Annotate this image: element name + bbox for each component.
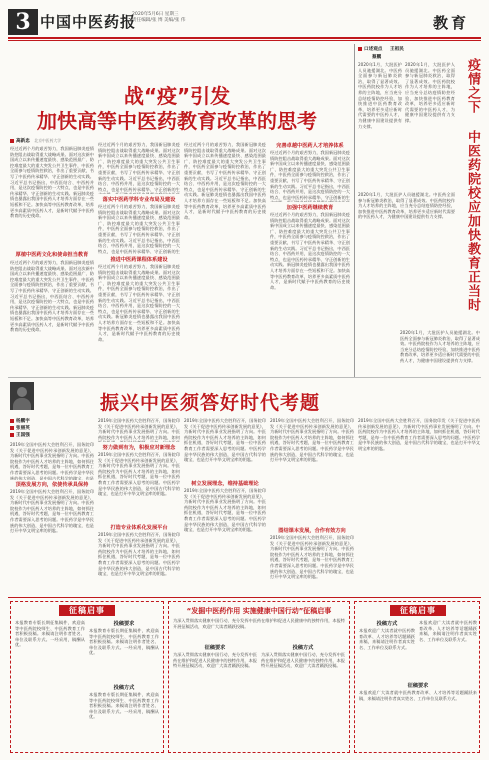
article1-subhead-6: 加强中医药继续教育 xyxy=(286,205,334,211)
notice-center-title: “发掘中医药作用 实施健康中国行动”征稿启事 xyxy=(186,607,332,615)
article1-col2-text: 经过近两个月的艰苦努力，我国新冠肺炎疫情防控阻击战取得重大战略成果。面对这次新中国成立以来传播速度最快、感染范围最广、防控难度最大的重大突发公共卫生事件，中医药全面参与疫情防控救治，作出了重要贡献，书写了中医药传承精华、守正创新的生动实践。习近平总书记指出，中西医结合、中西药并用，是这次疫情防控的一大特点，也是中医药传承精华、守正创新的生 xyxy=(98,142,180,192)
article1-subhead-4: 完善卓越中医药人才培养体系 xyxy=(276,143,344,149)
notice-center-col-title-2: 投稿方式 xyxy=(292,645,314,651)
notice-left-col2-text: 本报教育专版长期征集稿件，欢迎高等中医药院校师生、中医药教育工作者积极投稿。来稿请注明作者姓名、单位及联系方式。一经采用，稿酬从优。 xyxy=(89,628,159,656)
masthead-rule-thin xyxy=(8,40,481,41)
sidebar-label-text: 口述观点 xyxy=(364,47,383,52)
sidebar-col3-text: 2020年1月，大批医护人员驰援湖北。中医药全面参与新冠肺炎救治，取得了显著成效。中医药院校作为人才培养的主阵地，应当充分总结疫情防控经验，加快推进中医药教育改革，培养更多适应新时代需要的中医药人才，为健康中国建设提供有力支撑。 xyxy=(358,192,455,220)
author-photo xyxy=(10,382,34,410)
article1-subhead-3: 推进中医药课程体系建设 xyxy=(110,257,168,263)
article2-subhead-2: 努力做到有为，积极应对新理念 xyxy=(102,445,176,451)
page-number: 3 xyxy=(8,9,38,35)
section-title: 教育 xyxy=(432,14,469,32)
notice-left-title: 征稿启事 xyxy=(59,605,115,616)
article2-col3b-text: 2019年全国中医药大会胜利召开，国务院印发《关于促进中医药传承创新发展的意见》，为新时代中医药事业发展指明了方向。中医药院校作为中医药人才培养的主阵地，如何抓住机遇，答好时代考题，是每一位中医药教育工作者需要深入思考的问题。中医药学是中华民族的伟大创造，是中国古代科学的瑰宝，也是打开中华文明宝库的钥匙。 xyxy=(184,488,266,533)
article2-subhead-3: 打造专业体系化发展平台 xyxy=(110,525,168,531)
article1-headline xyxy=(12,84,342,134)
article1-subhead-1: 厚植中医药文化和使命担当教育 xyxy=(15,252,89,258)
article2-subhead-4: 树立发展理念，维持基础理论 xyxy=(191,481,259,487)
article2-col2-text: 2019年全国中医药大会胜利召开，国务院印发《关于促进中医药传承创新发展的意见》，为新时代中医药事业发展指明了方向。中医药院校作为中医药人才培养的主阵地，如何 xyxy=(98,418,180,440)
sidebar-col2-text: 2020年1月，大批医护人员驰援湖北。中医药全面参与新冠肺炎救治，取得了显著成效。中医药院校作为人才培养的主阵地，应当充分总结疫情防控经验，加快推进中医药教育改革，培养更多适应新时代需要的中医药人才，为健康中国建设提供有力支撑。 xyxy=(405,62,455,123)
author-marker-icon xyxy=(10,426,14,430)
newspaper-name: 中国中医药报 xyxy=(40,13,137,31)
notice-right-col-title-2: 征稿要求 xyxy=(407,683,429,689)
notice-center-col1-text: 为深入贯彻落实健康中国行动，充分发挥中医药在维护和促进人民健康中的独特作用，本报特开展征稿活动，欢迎广大读者踊跃投稿。 xyxy=(173,652,257,669)
notice-left-col-title-2: 投稿方式 xyxy=(113,685,135,691)
article2-col2b-text: 2019年全国中医药大会胜利召开，国务院印发《关于促进中医药传承创新发展的意见》，为新时代中医药事业发展指明了方向。中医药院校作为中医药人才培养的主阵地，如何抓住机遇，答好时代考题，是每一位中医药教育工作者需要深入思考的问题。中医药学是中华民族的伟大创造，是中国古代科学的瑰宝，也是打开中华文明宝库的钥匙。 xyxy=(98,452,180,497)
article2-col1b-text: 2019年全国中医药大会胜利召开，国务院印发《关于促进中医药传承创新发展的意见》，为新时代中医药事业发展指明了方向。中医药院校作为中医药人才培养的主阵地，如何抓住机遇，答好时代考题，是每一位中医药教育工作者需要深入思考的问题。中医药学是中华民族的伟大创造，是中国古代科学的瑰宝，也是打开中华文明宝库的钥匙。 xyxy=(10,489,94,534)
author-marker-icon xyxy=(10,433,14,437)
article2-col4b-text: 2019年全国中医药大会胜利召开，国务院印发《关于促进中医药传承创新发展的意见》，为新时代中医药事业发展指明了方向。中医药院校作为中医药人才培养的主阵地，如何抓住机遇，答好时代考题，是每一位中医药教育工作者需要深入思考的问题。中医药学是中华民族的伟大创造，是中国古代科学的瑰宝，也是打开中华文明宝库的钥匙。 xyxy=(270,535,354,580)
notice-left-col1-text: 本报教育专版长期征集稿件，欢迎高等中医药院校师生、中医药教育工作者积极投稿。来稿请注明作者姓名、单位及联系方式。一经采用，稿酬从优。 xyxy=(15,620,85,648)
sidebar-marker-icon xyxy=(358,47,362,51)
notice-center-intro-text: 为深入贯彻落实健康中国行动，充分发挥中医药在维护和促进人民健康中的独特作用，本报特开展征稿活动，欢迎广大读者踊跃投稿。 xyxy=(173,618,345,629)
article1-author-org: 北京中医药大学 xyxy=(34,138,61,143)
editor-text: 责任编辑/张 博 美编/张 伟 xyxy=(132,18,186,23)
sidebar-author: 王祖民 xyxy=(390,47,404,52)
article2-col3-text: 2019年全国中医药大会胜利召开，国务院印发《关于促进中医药传承创新发展的意见》，为新时代中医药事业发展指明了方向。中医药院校作为中医药人才培养的主阵地，如何抓住机遇，答好时代考题，是每一位中医药教育工作者需要深入思考的问题。中医药学是中华民族的伟大创造，是中国古代科学的瑰宝，也是打开中华文明宝库的钥匙。 xyxy=(184,418,266,463)
sidebar-col1-text: 2020年1月，大批医护人员驰援湖北。中医药全面参与新冠肺炎救治，取得了显著成效。中医药院校作为人才培养的主阵地，应当充分总结疫情防控经验，加快推进中医药教育改革，培养更多适应新时代需要的中医药人才，为健康中国建设提供有力支撑。 xyxy=(358,62,402,129)
author-marker-icon xyxy=(10,419,14,423)
notice-left-col3-text: 本报教育专版长期征集稿件，欢迎高等中医药院校师生、中医药教育工作者积极投稿。来稿请注明作者姓名、单位及联系方式。一经采用，稿酬从优。 xyxy=(89,692,159,720)
article2-subhead-1: 顶格发展方向，依使传承具保持 xyxy=(15,482,89,488)
article1-title-line2: 加快高等中医药教育改革的思考 xyxy=(37,109,317,133)
photo-head-shape xyxy=(17,387,27,397)
article2-col4-text: 2019年全国中医药大会胜利召开，国务院印发《关于促进中医药传承创新发展的意见》，为新时代中医药事业发展指明了方向。中医药院校作为中医药人才培养的主阵地，如何抓住机遇，答好时代考题，是每一位中医药教育工作者需要深入思考的问题。中医药学是中华民族的伟大创造，是中国古代科学的瑰宝，也是打开中华文明宝库的钥匙。 xyxy=(270,418,354,463)
notice-left-box xyxy=(10,601,164,753)
notice-right-col-title-1: 投稿方式 xyxy=(376,621,398,627)
article2-subhead-5: 图结课本发展，合作有效方向 xyxy=(278,528,346,534)
notice-right-col2-text: 本报欢迎广大读者就中医药教育改革、人才培养等话题踊跃来稿，来稿请注明作者真实姓名、工作单位及联系方式。 xyxy=(359,690,477,701)
article2-author-2: 张丽英 xyxy=(16,426,30,431)
notice-center-col-title-1: 征稿要求 xyxy=(204,645,226,651)
masthead-rule xyxy=(8,37,481,39)
article1-col1-text: 经过近两个月的艰苦努力，我国新冠肺炎疫情防控阻击战取得重大战略成果。面对这次新中国成立以来传播速度最快、感染范围最广、防控难度最大的重大突发公共卫生事件，中医药全面参与疫情防控救治，作出了重要贡献，书写了中医药传承精华、守正创新的生动实践。习近平总书记指出，中西医结合、中西药并用，是这次疫情防控的一大特点，也是中医药传承精华、守正创新的生动实践。新冠肺炎疫情也暴露出我国中医药人才培养方面存在一些短板和不足。加快高等中医药教育改革，培养更多高素质中医药人才，是新时代赋予中医药教育的历史使命。 xyxy=(10,146,94,219)
notice-right-col3-text: 本报欢迎广大读者就中医药教育改革、人才培养等话题踊跃来稿，来稿请注明作者真实姓名、工作单位及联系方式。 xyxy=(419,620,477,642)
article1-subhead-2: 落实中医药学科专业布局及建设 xyxy=(102,197,176,203)
sidebar-vertical-title: 疫情之下 中医药院校应加快教育正当时 xyxy=(465,58,480,312)
article1-byline xyxy=(10,138,61,144)
notice-right-title: 征稿启事 xyxy=(390,605,446,616)
article2-col2c-text: 2019年全国中医药大会胜利召开，国务院印发《关于促进中医药传承创新发展的意见》，为新时代中医药事业发展指明了方向。中医药院校作为中医药人才培养的主阵地，如何抓住机遇，答好时代考题，是每一位中医药教育工作者需要深入思考的问题。中医药学是中华民族的伟大创造，是中国古代科学的瑰宝，也是打开中华文明宝库的钥匙。 xyxy=(98,532,180,577)
sidebar-author2: 蔡鹏 xyxy=(372,55,382,60)
date-line xyxy=(132,12,185,24)
date-text: 2020年5月6日 星期三 xyxy=(132,12,179,17)
sidebar-col4-text: 2020年1月，大批医护人员驰援湖北。中医药全面参与新冠肺炎救治，取得了显著成效。中医药院校作为人才培养的主阵地，应当充分总结疫情防控经验，加快推进中医药教育改革，培养更多适应新时代需要的中医药人才，为健康中国建设提供有力支撑。 xyxy=(400,330,480,363)
article1-col4-text: 经过近两个月的艰苦努力，我国新冠肺炎疫情防控阻击战取得重大战略成果。面对这次新中国成立以来传播速度最快、感染范围最广、防控难度最大的重大突发公共卫生事件，中医药全面参与疫情防控救治，作出了重要贡献，书写了中医药传承精华、守正创新的生动实践。习近平总书记指出，中西医结合、中西药并用，是这次疫情防控的一大特点，也是中医药传承精华、守正创新的生 xyxy=(270,150,350,200)
notice-right-box xyxy=(354,601,480,753)
article2-col1-text: 2019年全国中医药大会胜利召开，国务院印发《关于促进中医药传承创新发展的意见》，为新时代中医药事业发展指明了方向。中医药院校作为中医药人才培养的主阵地，如何抓住机遇，答好时代考题，是每一位中医药教育工作者需要深入思考的问题。中医药学是中华民族的伟大创造，是中国古代科学的瑰宝，也是 xyxy=(10,442,94,480)
article1-col1b-text: 经过近两个月的艰苦努力，我国新冠肺炎疫情防控阻击战取得重大战略成果。面对这次新中国成立以来传播速度最快、感染范围最广、防控难度最大的重大突发公共卫生事件，中医药全面参与疫情防控救治，作出了重要贡献，书写了中医药传承精华、守正创新的生动实践。习近平总书记指出，中西医结合、中西药并用，是这次疫情防控的一大特点，也是中医药传承精华、守正创新的生动实践。新冠肺炎疫情也暴露出我国中医药人才培养方面存在一些短板和不足。加快高等中医药教育改革，培养更多高素质中医药人才，是新时代赋予中医药教育的历史使命。 xyxy=(10,260,94,333)
article1-col4b-text: 经过近两个月的艰苦努力，我国新冠肺炎疫情防控阻击战取得重大战略成果。面对这次新中国成立以来传播速度最快、感染范围最广、防控难度最大的重大突发公共卫生事件，中医药全面参与疫情防控救治，作出了重要贡献，书写了中医药传承精华、守正创新的生动实践。习近平总书记指出，中西医结合、中西药并用，是这次疫情防控的一大特点，也是中医药传承精华、守正创新的生动实践。新冠肺炎疫情也暴露出我国中医药人才培养方面存在一些短板和不足。加快高等中医药教育改革，培养更多高素质中医药人才，是新时代赋予中医药教育的历史使命。 xyxy=(270,212,350,290)
article2-headline: 振兴中医须答好时代考题 xyxy=(99,392,320,414)
article1-col2b-text: 经过近两个月的艰苦努力，我国新冠肺炎疫情防控阻击战取得重大战略成果。面对这次新中国成立以来传播速度最快、感染范围最广、防控难度最大的重大突发公共卫生事件，中医药全面参与疫情防控救治，作出了重要贡献，书写了中医药传承精华、守正创新的生动实践。习近平总书记指出，中西医结合、中西药并用，是这次疫情防控的一大特点，也是中医药传承精华、守正创新的生 xyxy=(98,204,180,254)
article1-author: 高新忠 xyxy=(16,139,30,144)
notice-left-col-title-1: 投稿要求 xyxy=(113,621,135,627)
notice-center-box xyxy=(168,601,350,753)
article1-col3-text: 经过近两个月的艰苦努力，我国新冠肺炎疫情防控阻击战取得重大战略成果。面对这次新中国成立以来传播速度最快、感染范围最广、防控难度最大的重大突发公共卫生事件，中医药全面参与疫情防控救治，作出了重要贡献，书写了中医药传承精华、守正创新的生动实践。习近平总书记指出，中西医结合、中西药并用，是这次疫情防控的一大特点，也是中医药传承精华、守正创新的生动实践。新冠肺炎疫情也暴露出我国中医药人才培养方面存在一些短板和不足。加快高等中医药教育改革，培养更多高素质中医药人才，是新时代赋予中医药教育的历史使命。 xyxy=(184,142,266,220)
article1-col2c-text: 经过近两个月的艰苦努力，我国新冠肺炎疫情防控阻击战取得重大战略成果。面对这次新中国成立以来传播速度最快、感染范围最广、防控难度最大的重大突发公共卫生事件，中医药全面参与疫情防控救治，作出了重要贡献，书写了中医药传承精华、守正创新的生动实践。习近平总书记指出，中西医结合、中西药并用，是这次疫情防控的一大特点，也是中医药传承精华、守正创新的生动实践。新冠肺炎疫情也暴露出我国中医药人才培养方面存在一些短板和不足。加快高等中医药教育改革，培养更多高素质中医药人才，是新时代赋予中医药教育的历史使命。 xyxy=(98,264,180,342)
photo-body-shape xyxy=(13,398,31,410)
notice-right-col1-text: 本报欢迎广大读者就中医药教育改革、人才培养等话题踊跃来稿，来稿请注明作者真实姓名、工作单位及联系方式。 xyxy=(359,628,415,650)
notices-rule xyxy=(8,597,481,598)
byline-marker-icon xyxy=(10,139,14,143)
sidebar-label xyxy=(358,46,404,52)
article2-author-3: 王国强 xyxy=(16,433,30,438)
notice-center-col2-text: 为深入贯彻落实健康中国行动，充分发挥中医药在维护和促进人民健康中的独特作用，本报特开展征稿活动，欢迎广大读者踊跃投稿。 xyxy=(261,652,345,669)
article-divider xyxy=(8,377,481,378)
article2-author-1: 杨鹏宇 xyxy=(16,419,30,424)
sidebar-divider xyxy=(354,44,355,378)
article2-authors xyxy=(10,418,30,439)
article1-title-line1: 战“疫”引发 xyxy=(123,84,231,108)
article2-col5-text: 2019年全国中医药大会胜利召开，国务院印发《关于促进中医药传承创新发展的意见》，为新时代中医药事业发展指明了方向。中医药院校作为中医药人才培养的主阵地，如何抓住机遇，答好时代考题，是每一位中医药教育工作者需要深入思考的问题。中医药学是中华民族的伟大创造，是中国古代科学的瑰宝，也是打开中华文明宝库的钥匙。 xyxy=(358,418,480,451)
